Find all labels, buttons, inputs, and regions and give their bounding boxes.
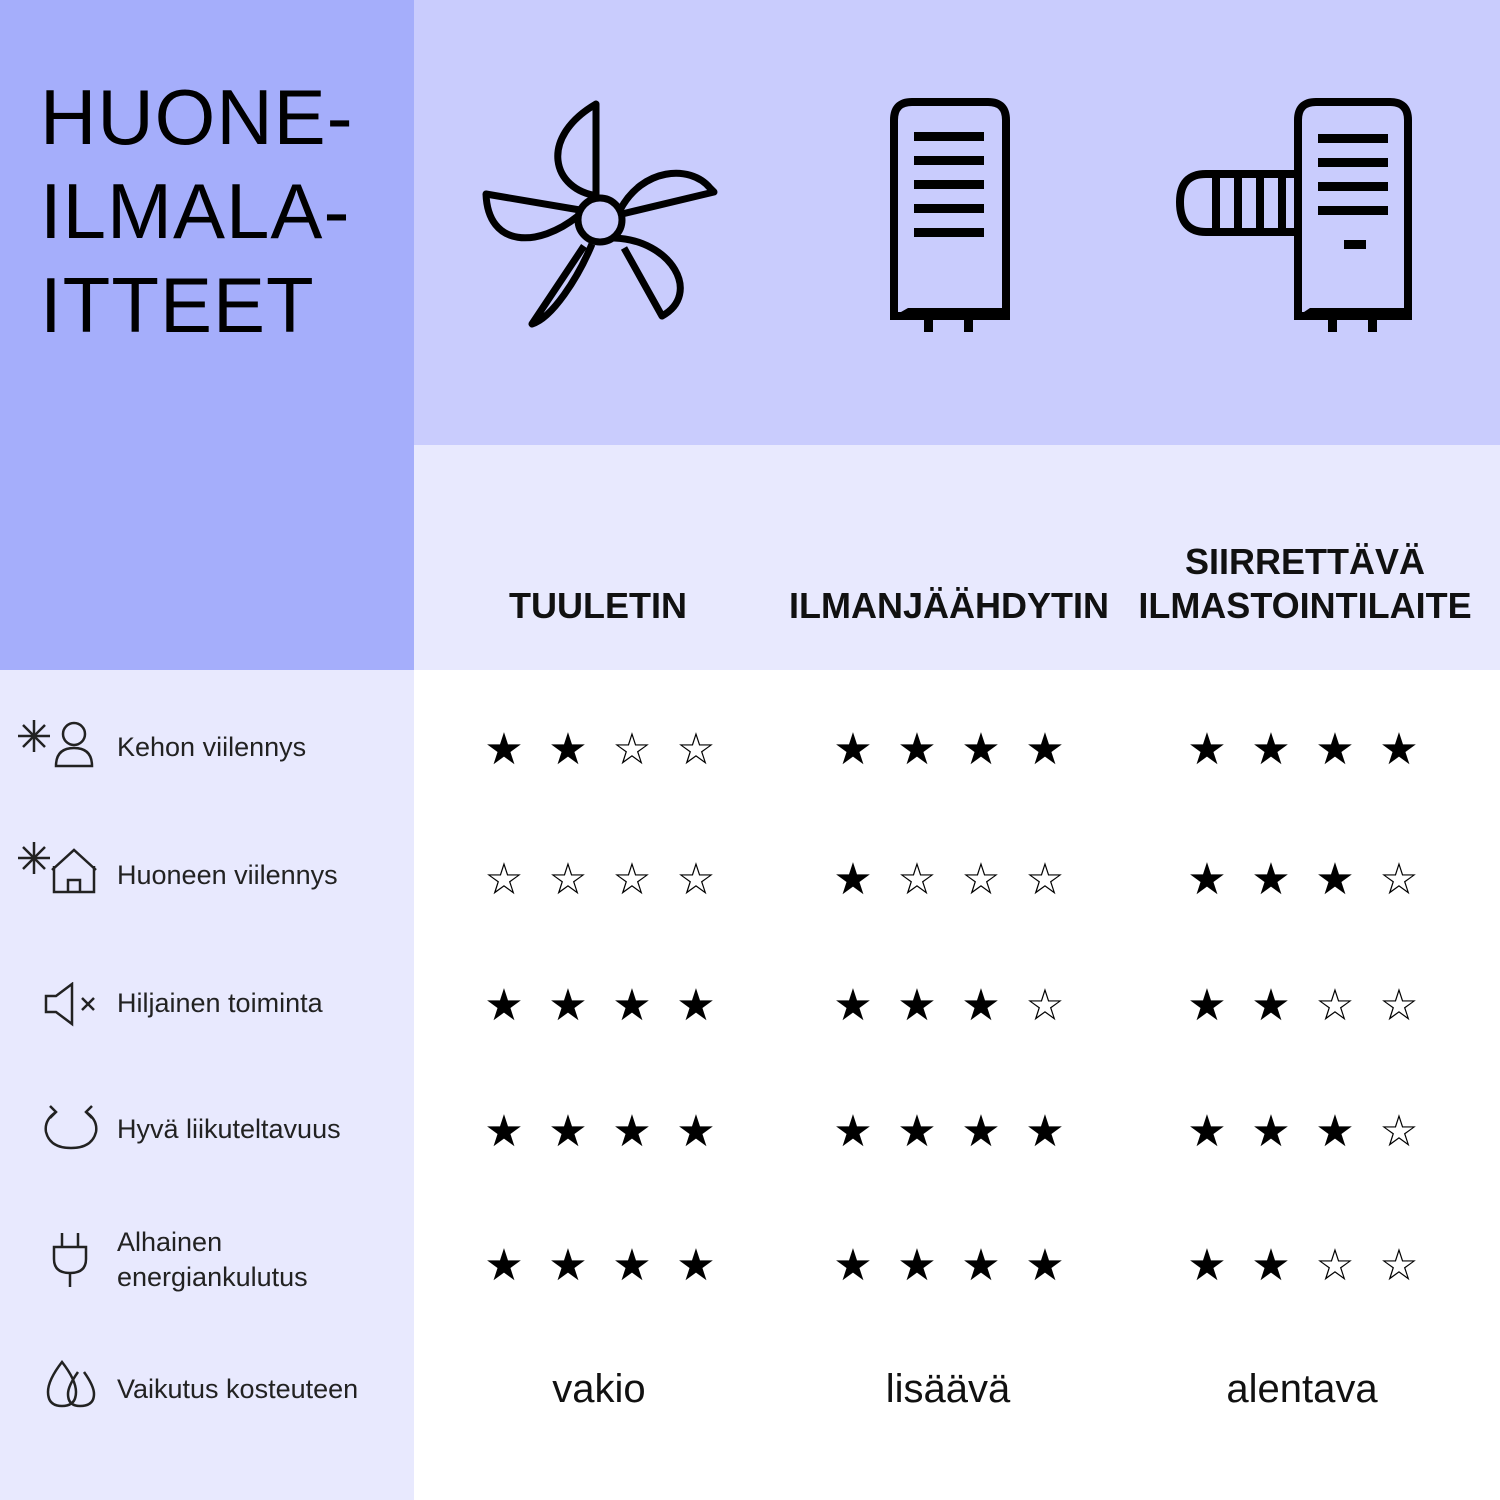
row-label-text [117, 1372, 358, 1407]
star-rating [831, 1240, 1067, 1291]
star-rating [831, 724, 1067, 775]
star-filled-icon: ★ [1187, 1240, 1227, 1291]
row-label-humidity [0, 1358, 414, 1418]
star-filled-icon: ★ [1025, 724, 1065, 775]
star-filled-icon: ★ [1025, 1106, 1065, 1157]
star-filled-icon: ★ [1251, 1240, 1291, 1291]
row-label-room-cooling [0, 840, 414, 900]
row-label-text [117, 730, 306, 765]
column-header-fan [448, 584, 748, 628]
rotate-arrows-icon [42, 1102, 100, 1152]
star-filled-icon: ★ [1251, 980, 1291, 1031]
star-filled-icon: ★ [612, 1240, 652, 1291]
column-header-band [414, 445, 1500, 670]
row-label-line: Kehon viilennys [117, 732, 307, 762]
star-filled-icon: ★ [961, 1240, 1001, 1291]
portable-ac-icon [1176, 98, 1416, 334]
star-filled-icon: ★ [897, 724, 937, 775]
star-filled-icon: ★ [961, 724, 1001, 775]
star-filled-icon: ★ [484, 1106, 524, 1157]
star-empty-icon: ☆ [1379, 1240, 1419, 1291]
star-rating [1185, 980, 1421, 1031]
star-filled-icon: ★ [484, 1240, 524, 1291]
star-filled-icon: ★ [833, 980, 873, 1031]
star-rating [1185, 1240, 1421, 1291]
star-filled-icon: ★ [1187, 980, 1227, 1031]
star-empty-icon: ☆ [1379, 980, 1419, 1031]
row-label-text [117, 1112, 341, 1147]
star-filled-icon: ★ [548, 724, 588, 775]
star-filled-icon: ★ [833, 1106, 873, 1157]
star-empty-icon: ☆ [612, 854, 652, 905]
star-rating [482, 1240, 718, 1291]
speaker-mute-icon [42, 982, 98, 1028]
title-line: HUONE- [40, 73, 354, 161]
star-empty-icon: ☆ [961, 854, 1001, 905]
star-filled-icon: ★ [676, 1106, 716, 1157]
star-rating [482, 1106, 718, 1157]
humidity-effect-portable-ac: alentava [1226, 1367, 1378, 1411]
star-filled-icon: ★ [1315, 724, 1355, 775]
star-filled-icon: ★ [1251, 854, 1291, 905]
star-filled-icon: ★ [833, 1240, 873, 1291]
column-header-line: SIIRRETTÄVÄ [1184, 541, 1425, 582]
star-empty-icon: ☆ [897, 854, 937, 905]
star-rating [1185, 724, 1421, 775]
column-header-air-cooler [774, 584, 1124, 628]
star-empty-icon: ☆ [1025, 980, 1065, 1031]
star-filled-icon: ★ [484, 980, 524, 1031]
fan-icon [482, 98, 718, 332]
air-cooler-icon [888, 98, 1012, 334]
star-filled-icon: ★ [1379, 724, 1419, 775]
row-label-line: Alhainen [117, 1227, 223, 1257]
star-rating [482, 980, 718, 1031]
star-filled-icon: ★ [1251, 1106, 1291, 1157]
star-filled-icon: ★ [1187, 854, 1227, 905]
row-label-text [117, 986, 323, 1021]
star-empty-icon: ☆ [1315, 980, 1355, 1031]
star-rating [482, 724, 718, 775]
star-filled-icon: ★ [1187, 724, 1227, 775]
star-empty-icon: ☆ [1379, 854, 1419, 905]
row-label-line: Huoneen viilennys [117, 860, 338, 890]
star-filled-icon: ★ [897, 1106, 937, 1157]
star-filled-icon: ★ [1187, 1106, 1227, 1157]
star-empty-icon: ☆ [484, 854, 524, 905]
column-header-line: ILMASTOINTILAITE [1138, 585, 1472, 626]
row-label-text [117, 858, 338, 893]
star-empty-icon: ☆ [548, 854, 588, 905]
water-drops-icon [44, 1358, 98, 1410]
star-filled-icon: ★ [833, 854, 873, 905]
star-empty-icon: ☆ [676, 724, 716, 775]
star-rating [1185, 854, 1421, 905]
star-filled-icon: ★ [961, 1106, 1001, 1157]
row-label-quiet-operation [0, 980, 414, 1040]
humidity-effect-fan: vakio [552, 1367, 646, 1411]
star-filled-icon: ★ [1315, 854, 1355, 905]
star-filled-icon: ★ [612, 980, 652, 1031]
title-line: ITTEET [40, 261, 315, 349]
star-filled-icon: ★ [1315, 1106, 1355, 1157]
star-filled-icon: ★ [676, 1240, 716, 1291]
icon-band [414, 0, 1500, 445]
star-filled-icon: ★ [1025, 1240, 1065, 1291]
star-filled-icon: ★ [548, 1240, 588, 1291]
star-empty-icon: ☆ [1315, 1240, 1355, 1291]
plug-icon [50, 1231, 90, 1289]
star-empty-icon: ☆ [676, 854, 716, 905]
star-empty-icon: ☆ [1025, 854, 1065, 905]
row-label-line: Hyvä liikuteltavuus [117, 1114, 341, 1144]
snowflake-house-icon [16, 840, 100, 896]
row-label-body-cooling [0, 718, 414, 778]
main-title [40, 70, 354, 352]
star-rating [482, 854, 718, 905]
snowflake-person-icon [16, 718, 96, 770]
star-filled-icon: ★ [612, 1106, 652, 1157]
column-header-line: ILMANJÄÄHDYTIN [789, 585, 1109, 626]
star-empty-icon: ☆ [612, 724, 652, 775]
star-filled-icon: ★ [676, 980, 716, 1031]
star-filled-icon: ★ [484, 724, 524, 775]
row-label-energy [0, 1225, 414, 1305]
star-filled-icon: ★ [961, 980, 1001, 1031]
row-label-line: Vaikutus kosteuteen [117, 1374, 359, 1404]
star-filled-icon: ★ [897, 1240, 937, 1291]
title-line: ILMALA- [40, 167, 351, 255]
humidity-effect-air-cooler: lisäävä [885, 1367, 1011, 1411]
star-rating [1185, 1106, 1421, 1157]
star-filled-icon: ★ [1251, 724, 1291, 775]
row-label-portability [0, 1102, 414, 1162]
column-header-line: TUULETIN [509, 585, 687, 626]
row-label-line: energiankulutus [117, 1262, 308, 1292]
column-header-portable-ac [1130, 540, 1480, 628]
star-filled-icon: ★ [548, 1106, 588, 1157]
row-label-text [117, 1225, 308, 1295]
star-filled-icon: ★ [897, 980, 937, 1031]
star-empty-icon: ☆ [1379, 1106, 1419, 1157]
star-rating [831, 980, 1067, 1031]
title-panel [0, 0, 414, 670]
star-filled-icon: ★ [833, 724, 873, 775]
star-filled-icon: ★ [548, 980, 588, 1031]
star-rating [831, 1106, 1067, 1157]
row-label-line: Hiljainen toiminta [117, 988, 323, 1018]
star-rating [831, 854, 1067, 905]
